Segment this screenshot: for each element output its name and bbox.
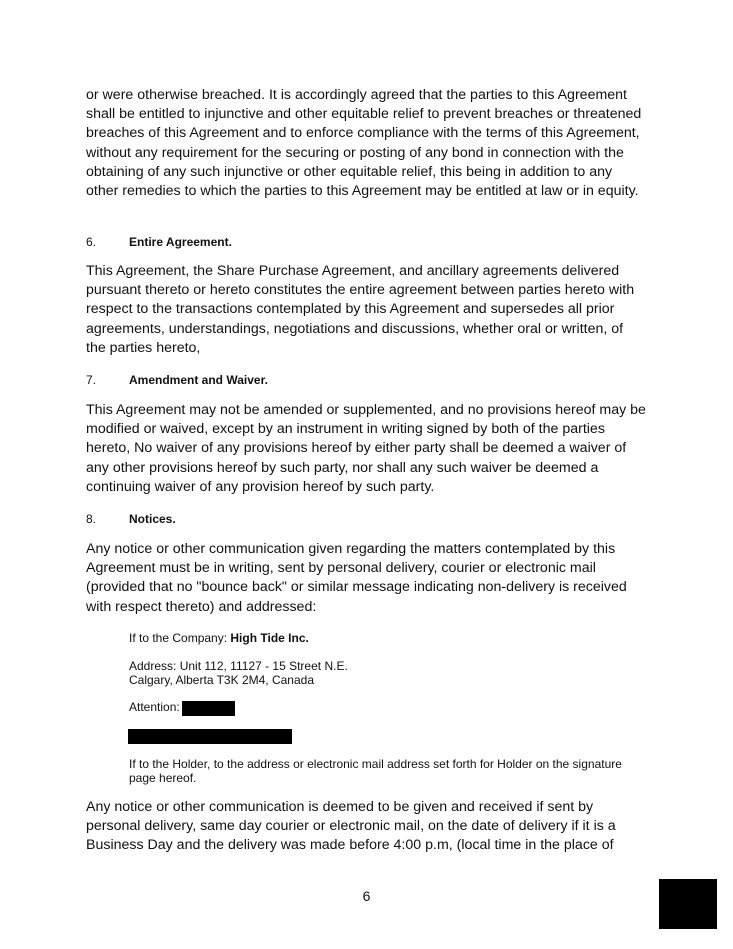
- section-heading-amendment: [86, 373, 268, 387]
- company-prefix: If to the Company:: [129, 631, 231, 645]
- paragraph-intro: or were otherwise breached. It is accordingly agreed that the parties to this Agreement shall be entitled to injunctive and other equitable relief to prevent breaches or threatened breaches of this Agreement and to enforce compliance with the terms of this Agreement, without any requirement for the securing or posting of any bond in connection with the obtaining of any such injunctive or other equitable relief, this being in addition to any other remedies to which the parties to this Agreement may be entitled at law or in equity.: [86, 87, 642, 200]
- paragraph-notices: Any notice or other communication given regarding the matters contemplated by this Agreement must be in writing, sent by personal delivery, courier or electronic mail (provided that no "bounce back" or similar message indicating non-delivery is received with respect thereto) and addressed:: [86, 541, 627, 615]
- section-number: 7.: [86, 373, 97, 387]
- section-heading-entire-agreement: [86, 235, 232, 249]
- section-title: Notices.: [129, 512, 176, 526]
- paragraph-amendment: This Agreement may not be amended or supplemented, and no provisions hereof may be modified or waived, except by an instrument in writing signed by both of the parties hereto, No waiver of any provisions hereof by either party shall be deemed a waiver of any other provisions hereof by such party, nor shall any such waiver be deemed a continuing waiver of any provision hereof by such party.: [86, 402, 646, 495]
- section-title: Entire Agreement.: [129, 235, 232, 249]
- paragraph-notice-delivery: Any notice or other communication is deemed to be given and received if sent by personal delivery, same day courier or electronic mail, on the date of delivery if it is a Business Day and the delivery was made before 4:00 p.m, (local time in the place of: [86, 799, 616, 854]
- notice-attention-label: Attention:: [129, 700, 180, 714]
- notice-address-line-2: Calgary, Alberta T3K 2M4, Canada: [129, 673, 314, 687]
- redaction-block: [659, 879, 717, 929]
- section-number: 6.: [86, 235, 97, 249]
- notice-holder-text: If to the Holder, to the address or electronic mail address set forth for Holder on the signature page hereof.: [129, 757, 622, 785]
- section-number: 8.: [86, 512, 97, 526]
- notice-address-line-1: Address: Unit 112, 11127 - 15 Street N.E.: [129, 659, 348, 673]
- paragraph-entire-agreement: This Agreement, the Share Purchase Agreement, and ancillary agreements delivered pursuant thereto or hereto constitutes the entire agreement between parties hereto with respect to the transactions contemplated by this Agreement and supersedes all prior agreements, understandings, negotiations and discussions, whether oral or written, of the parties hereto,: [86, 263, 635, 356]
- section-heading-notices: [86, 512, 176, 526]
- page-number: 6: [362, 888, 371, 904]
- notice-company-line: [129, 631, 629, 645]
- redaction-block: [128, 729, 292, 744]
- company-name: High Tide Inc.: [230, 631, 309, 645]
- section-title: Amendment and Waiver.: [129, 373, 268, 387]
- redaction-block: [182, 701, 235, 716]
